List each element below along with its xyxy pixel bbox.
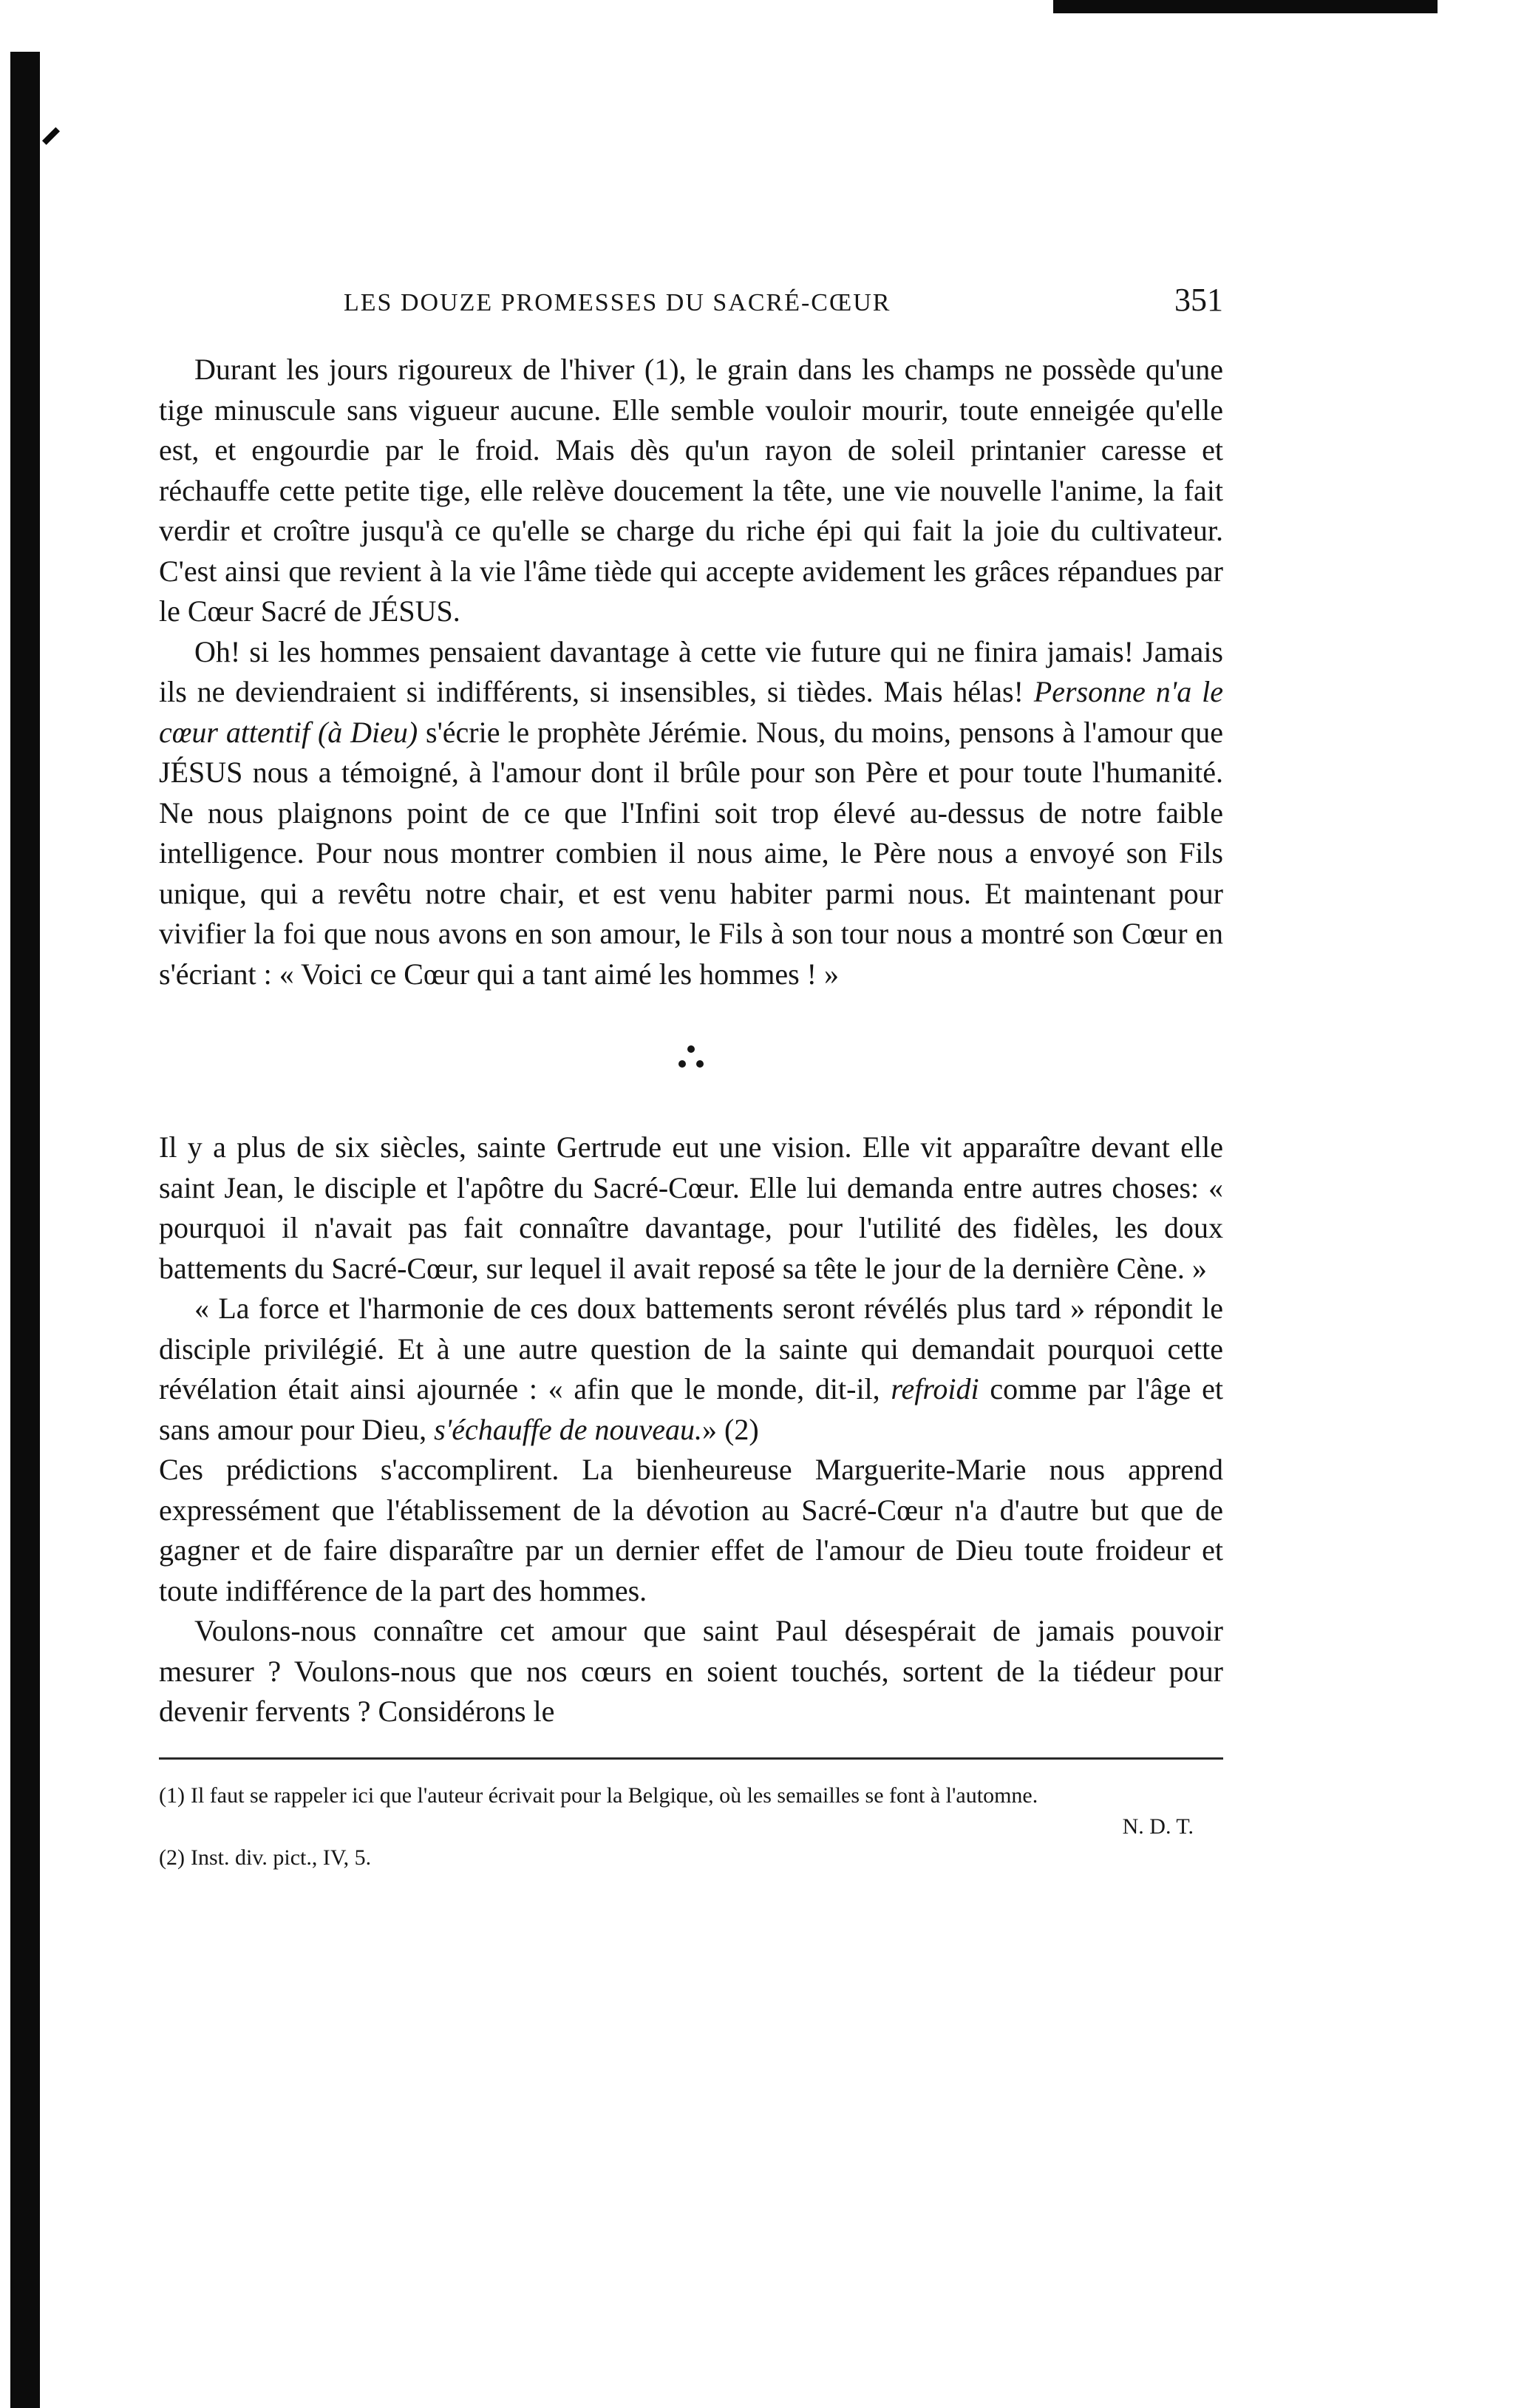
footnote-1 (159, 1780, 1223, 1842)
scan-edge-top (1053, 0, 1438, 13)
paragraph-4-italic-2: s'échauffe de nouveau. (434, 1412, 703, 1446)
footnote-1-mark: (1) (159, 1783, 185, 1808)
footnote-1-text: Il faut se rappeler ici que l'auteur écrivait pour la Belgique, où les semailles se font à l'automne. (190, 1783, 1038, 1808)
running-head (159, 281, 1223, 319)
paragraph-2-text-b: s'écrie le prophète Jérémie. Nous, du moins, pensons à l'amour que JÉSUS nous a témoigné, à l'amour dont il brûle pour son Père et pour toute l'humanité. Ne nous plaignons point de ce que l'Infini soit trop élevé au-dessus de notre faible intelligence. Pour nous montrer combien il nous aime, le Père nous a envoyé son Fils unique, qui a revêtu notre chair, et est venu habiter parmi nous. Et maintenant pour vivifier la foi que nous avons en son amour, le Fils à son tour nous a montré son Cœur en s'écriant : « Voici ce Cœur qui a tant aimé les hommes ! » (159, 715, 1224, 991)
scan-edge-left (10, 52, 40, 2408)
scan-mark (42, 127, 60, 145)
running-head-title: LES DOUZE PROMESSES DU SACRÉ-CŒUR (344, 289, 891, 316)
paragraph-4-text-c: » (2) (702, 1412, 759, 1446)
footnote-1-signature: N. D. T. (1122, 1814, 1194, 1839)
paragraph-2-text-a: Oh! si les hommes pensaient davantage à cette vie future qui ne finira jamais! Jamais ils ne deviendraient si indifférents, si insensibles, si tièdes. Mais hélas! (159, 634, 1223, 708)
paragraph-4-italic-1: refroidi (891, 1372, 979, 1405)
paragraph-4-text-b: comme par l'âge et sans amour pour Dieu, (159, 1372, 1224, 1446)
paragraph-6: Voulons-nous connaître cet amour que saint Paul désespérait de jamais pouvoir mesurer ? Voulons-nous que nos cœurs en soient touchés, sortent de la tiédeur pour devenir fervents ? Considérons le (159, 1614, 1223, 1728)
paragraph-4-text-a: « La force et l'harmonie de ces doux battements seront révélés plus tard » répondit le disciple privilégié. Et à une autre question de la sainte qui demandait pourquoi cette révélation était ainsi ajournée : « afin que le monde, dit-il, (159, 1292, 1223, 1405)
footnote-2-text: Inst. div. pict., IV, 5. (190, 1845, 372, 1870)
footnote-rule (159, 1757, 1223, 1760)
page-number: 351 (1174, 282, 1223, 318)
book-page (159, 281, 1223, 1873)
paragraph-5: Ces prédictions s'accomplirent. La bienheureuse Marguerite-Marie nous apprend expressément que l'établissement de la dévotion au Sacré-Cœur n'a d'autre but que de gagner et de faire disparaître par un dernier effet de l'amour de Dieu toute froideur et toute indifférence de la part des hommes. (159, 1453, 1223, 1607)
footnote-2-mark: (2) (159, 1845, 185, 1870)
footnote-1-signature-row (159, 1811, 1223, 1842)
paragraph-3: Il y a plus de six siècles, sainte Gertrude eut une vision. Elle vit apparaître devant elle saint Jean, le disciple et l'apôtre du Sacré-Cœur. Elle lui demanda entre autres choses: « pourquoi il n'avait pas fait connaître davantage, pour l'utilité des fidèles, les doux battements du Sacré-Cœur, sur lequel il avait reposé sa tête le jour de la dernière Cène. » (159, 1130, 1223, 1285)
asterism-icon (661, 1039, 721, 1083)
paragraph-1: Durant les jours rigoureux de l'hiver (1), le grain dans les champs ne possède qu'une tige minuscule sans vigueur aucune. Elle semble vouloir mourir, toute enneigée qu'elle est, et engourdie par le froid. Mais dès qu'un rayon de soleil printanier caresse et réchauffe cette petite tige, elle relève doucement la tête, une vie nouvelle l'anime, la fait verdir et croître jusqu'à ce qu'elle se charge du riche épi qui fait la joie du cultivateur. C'est ainsi que revient à la vie l'âme tiède qui accepte avidement les grâces répandues par le Cœur Sacré de JÉSUS. (159, 353, 1223, 628)
footnote-2 (159, 1842, 1223, 1873)
paragraph-2 (159, 632, 1223, 995)
paragraph-4 (159, 1289, 1223, 1450)
section-separator-asterism (159, 1039, 1223, 1083)
paragraph-2-italic-quote: Personne n'a le cœur attentif (à Dieu) (159, 675, 1224, 749)
